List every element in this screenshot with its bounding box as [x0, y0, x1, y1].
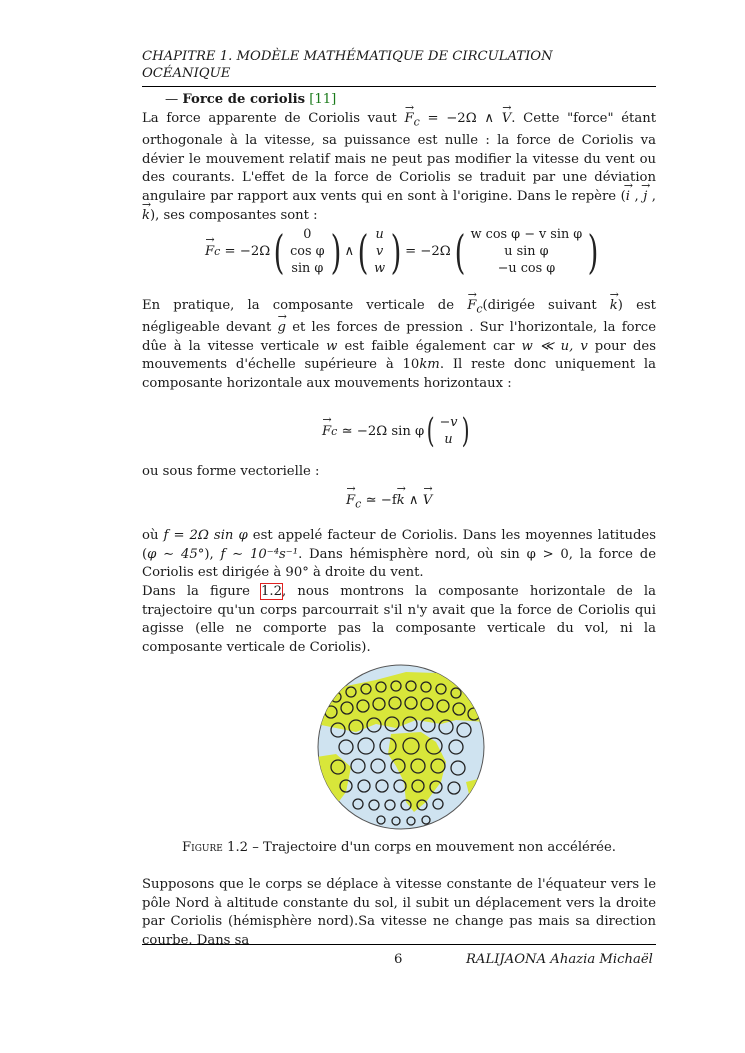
eq1-matrix-2: u v w: [374, 227, 386, 276]
globe-illustration: [316, 662, 486, 832]
eq1-matrix-3: w cos φ − v sin φ u sin φ −u cos φ: [470, 227, 583, 276]
para1-text-c: ), ses composantes sont :: [150, 207, 318, 223]
paragraph-coriolis-intro: La force apparente de Coriolis vaut → $F_c = -2\Omega$ ∧ → V. Cette "force" étant orthogonale à la vitesse, sa puissance est nulle : la force de Coriolis va dévier le mouvement relatif mais ne peut pas modifier la vitesse du vent ou des courants. L'effet de la force de Coriolis se traduit par une déviation angulaire par rapport aux vents qui en sont à l'origine. Dans le repère (→ i , → j , → k), ses composantes sont :: [142, 110, 656, 225]
paragraph-vector-form: ou sous forme vectorielle :: [142, 464, 320, 479]
running-header: [142, 48, 656, 82]
vec-V: → V: [502, 110, 512, 129]
eq3-relation: ≃ −f: [365, 493, 397, 508]
footer-rule: [142, 944, 656, 945]
paragraph-figure-reference: Dans la figure 1.2, nous montrons la composante horizontale de la trajectoire qu'un corps parcourrait s'il n'y avait que la force de Coriolis qui agisse (elle ne comporte pas la composante verticale du vol, ni la composante verticale de Coriolis).: [142, 584, 656, 655]
eq1-matrix-1: 0 cos φ sin φ: [290, 227, 325, 276]
citation-link[interactable]: [11]: [309, 92, 337, 107]
equation-horizontal-force: → F c ≃ −2Ω sin φ ( −v u ): [322, 414, 473, 448]
para1-text-b: . Cette "force" étant orthogonale à la vitesse, sa puissance est nulle : la force de Coriolis va dévier le mouvement relatif mais ne peut pas modifier la vitesse du vent ou des courants. L'effet de la force de Coriolis se traduit par une déviation angulaire par rapport aux vents qui en sont à l'origine. Dans le repère (: [142, 111, 657, 205]
page-number: 6: [394, 952, 403, 967]
eq1-equals: = −2Ω: [405, 244, 451, 259]
section-dash: —: [165, 92, 179, 107]
figure-globe: [316, 662, 486, 832]
equation-vector-form: → $F_c$ ≃ −f→ k ∧ → V: [346, 493, 432, 511]
figure-label: Figure 1.2: [182, 840, 249, 855]
paragraph-trajectory: Supposons que le corps se déplace à vitesse constante de l'équateur vers le pôle Nord à altitude constante du sol, il subit un déplacement vers la droite par Coriolis (hémisphère nord).Sa vitesse ne change pas mais sa direction courbe. Dans sa: [142, 877, 656, 948]
figure-caption: Figure 1.2 – Trajectoire d'un corps en mouvement non accélérée.: [182, 840, 616, 855]
eq1-coef: = −2Ω: [224, 244, 271, 259]
para1-text-a: La force apparente de Coriolis vaut: [142, 111, 405, 126]
equation-coriolis-components: → F c = −2Ω ( 0 cos φ sin φ ) ∧ ( u v w ) = −2Ω ( w cos φ − v sin φ u sin φ −u cos φ ): [205, 226, 602, 277]
header-line-1: CHAPITRE 1. MODÈLE MATHÉMATIQUE DE CIRCULATION: [142, 49, 553, 64]
footer-author: RALIJAONA Ahazia Michaël: [466, 952, 653, 967]
eq2-matrix: −v u: [439, 415, 458, 447]
section-heading: [165, 92, 336, 107]
figure-link[interactable]: 1.2: [261, 584, 283, 599]
eq2-relation: ≃ −2Ω sin φ: [341, 423, 425, 439]
paragraph-vertical-component: En pratique, la composante verticale de → $F_c(dirigée$ suivant → k) est négligeable devant → g et les forces de pression . Sur l'horizontale, la force dûe à la vitesse verticale w est faible également car w ≪ u, v pour des mouvements d'échelle supérieure à 10km. Il reste donc uniquement la composante horizontale aux mouvements horizontaux :: [142, 297, 656, 394]
figure-caption-text: Trajectoire d'un corps en mouvement non accélérée.: [263, 840, 616, 855]
header-line-2: OCÉANIQUE: [142, 66, 231, 81]
paragraph-coriolis-factor: où f = 2Ω sin φ est appelé facteur de Coriolis. Dans les moyennes latitudes (φ ∼ 45°), f ∼ 10⁻⁴s⁻¹. Dans hémisphère nord, où sin φ > 0, la force de Coriolis est dirigée à 90° à droite du vent.: [142, 528, 657, 581]
vec-F: → F: [404, 110, 413, 129]
eq1-wedge: ∧: [344, 244, 355, 259]
section-title: Force de coriolis: [182, 92, 306, 107]
header-rule: [142, 86, 656, 87]
eq1-lhs: → F: [205, 244, 214, 259]
